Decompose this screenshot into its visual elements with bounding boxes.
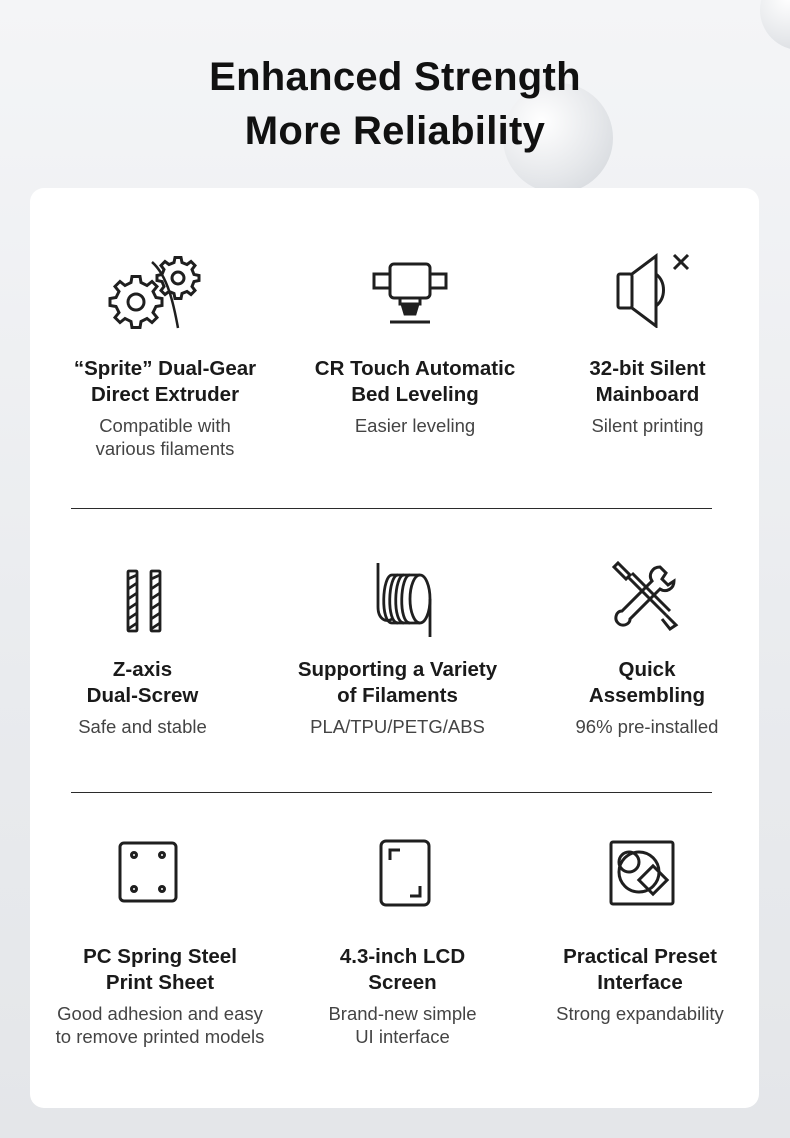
feature-sprite-extruder [40, 356, 290, 460]
feature-title: Supporting a Variety of Filaments [297, 658, 498, 707]
speaker-mute-icon [614, 252, 694, 333]
feature-print-sheet [35, 944, 285, 1048]
feature-title: CR Touch Automatic Bed Leveling [314, 357, 516, 406]
feature-dual-screw [40, 657, 245, 738]
feature-lcd-screen [290, 944, 515, 1048]
dual-screw-icon [124, 569, 164, 638]
feature-title: Quick Assembling [588, 658, 706, 707]
decorative-orb-corner [760, 0, 790, 50]
feature-title: 4.3-inch LCD Screen [339, 945, 466, 994]
feature-title: PC Spring Steel Print Sheet [83, 945, 237, 994]
feature-description: PLA/TPU/PETG/ABS [310, 716, 485, 737]
feature-description: Easier leveling [354, 415, 476, 436]
feature-filaments [275, 657, 520, 738]
feature-quick-assembling [552, 657, 742, 738]
feature-description: Good adhesion and easy to remove printed models [55, 1003, 265, 1047]
feature-title: Z-axis Dual-Screw [86, 658, 199, 707]
feature-title: Practical Preset Interface [563, 945, 717, 994]
row-divider-2 [71, 792, 712, 793]
row-divider-1 [71, 508, 712, 509]
feature-cr-touch [290, 356, 540, 437]
headline [0, 50, 790, 158]
feature-title: “Sprite” Dual-Gear Direct Extruder [73, 357, 257, 406]
feature-description: 96% pre-installed [575, 716, 719, 737]
preset-interface-icon [609, 840, 675, 911]
feature-description: Silent printing [591, 415, 704, 436]
feature-description: Compatible with various filaments [95, 415, 235, 459]
headline-line-2: More Reliability [244, 109, 546, 153]
print-sheet-icon [118, 841, 180, 910]
feature-description: Brand-new simple UI interface [328, 1003, 477, 1047]
lcd-screen-icon [378, 838, 434, 913]
feature-description: Safe and stable [78, 716, 207, 737]
tools-icon [610, 559, 682, 636]
filament-spool-icon [372, 561, 436, 646]
feature-description: Strong expandability [556, 1003, 724, 1024]
headline-line-1: Enhanced Strength [209, 55, 581, 99]
probe-icon [368, 262, 452, 331]
gears-icon [108, 256, 202, 337]
feature-silent-mainboard [540, 356, 755, 437]
feature-title: 32-bit Silent Mainboard [589, 357, 706, 406]
feature-preset-interface [540, 944, 740, 1025]
